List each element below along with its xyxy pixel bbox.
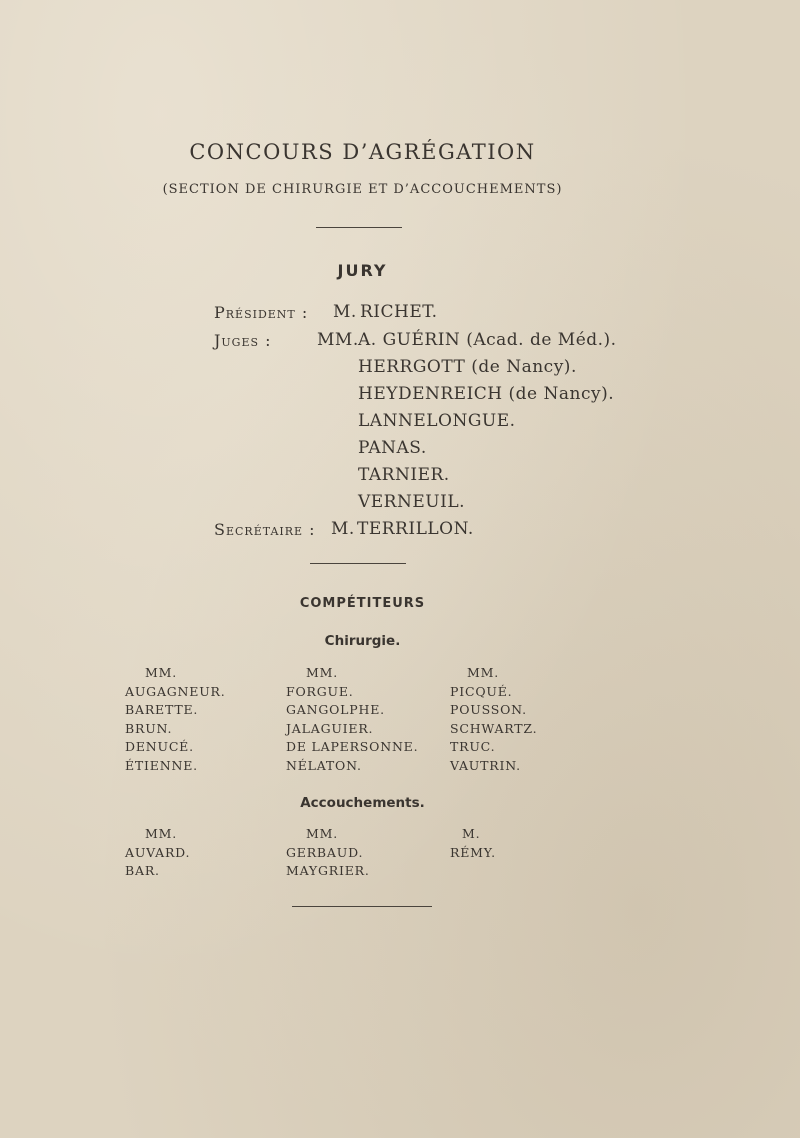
list-item: TRUC.: [450, 739, 496, 754]
list-item: AUVARD.: [125, 844, 191, 860]
chirurgie-column: [125, 664, 226, 775]
president-prefix: M.: [333, 302, 357, 322]
chirurgie-column: [286, 664, 418, 775]
list-item: GERBAUD.: [286, 844, 364, 860]
page-title: CONCOURS D’AGRÉGATION: [189, 140, 536, 164]
list-item: ÉTIENNE.: [125, 757, 198, 773]
judge-name: A. GUÉRIN (Acad. de Méd.).: [358, 330, 617, 350]
list-item: VAUTRIN.: [450, 757, 521, 773]
divider: [310, 563, 406, 564]
judges-label: Juges :: [214, 331, 272, 350]
column-prefix: MM.: [306, 665, 338, 680]
list-item: MAYGRIER.: [286, 863, 370, 878]
judges-prefix: MM.: [317, 330, 359, 350]
divider: [292, 906, 432, 907]
list-item: SCHWARTZ.: [450, 720, 538, 736]
accouchements-column: [125, 825, 190, 881]
column-prefix: MM.: [306, 826, 338, 841]
accouchements-column: [450, 825, 496, 862]
divider: [316, 227, 402, 228]
list-item: BARETTE.: [125, 702, 199, 717]
page-subtitle: (SECTION DE CHIRURGIE ET D’ACCOUCHEMENTS): [162, 182, 563, 197]
list-item: AUGAGNEUR.: [125, 683, 226, 699]
list-item: RÉMY.: [450, 844, 496, 860]
list-item: PICQUÉ.: [450, 683, 513, 699]
column-prefix: MM.: [145, 826, 177, 841]
list-item: JALAGUIER.: [286, 720, 374, 736]
list-item: GANGOLPHE.: [286, 702, 385, 717]
secretary-name: TERRILLON.: [357, 519, 474, 539]
judge-name: HERRGOTT (de Nancy).: [358, 357, 577, 377]
judge-name: VERNEUIL.: [358, 492, 466, 512]
secretary-label: Secrétaire :: [214, 520, 316, 539]
list-item: DE LAPERSONNE.: [286, 739, 419, 754]
column-prefix: M.: [462, 826, 481, 841]
jury-heading: JURY: [337, 261, 388, 280]
judge-name: HEYDENREICH (de Nancy).: [358, 384, 615, 404]
accouchements-heading: Accouchements.: [300, 795, 425, 811]
president-name: RICHET.: [360, 302, 438, 322]
accouchements-column: [286, 825, 370, 881]
list-item: BRUN.: [125, 720, 173, 736]
list-item: FORGUE.: [286, 683, 354, 699]
judge-name: PANAS.: [358, 438, 427, 458]
judge-name: LANNELONGUE.: [358, 411, 516, 431]
competitors-heading: COMPÉTITEURS: [299, 596, 426, 611]
column-prefix: MM.: [467, 665, 499, 680]
president-label: Président :: [214, 303, 309, 322]
list-item: NÉLATON.: [286, 757, 362, 773]
judge-name: TARNIER.: [358, 465, 450, 485]
secretary-prefix: M.: [331, 519, 355, 539]
column-prefix: MM.: [145, 665, 177, 680]
chirurgie-heading: Chirurgie.: [324, 633, 401, 649]
list-item: POUSSON.: [450, 702, 527, 717]
list-item: BAR.: [125, 863, 160, 878]
list-item: DENUCÉ.: [125, 739, 194, 754]
chirurgie-column: [450, 664, 537, 775]
